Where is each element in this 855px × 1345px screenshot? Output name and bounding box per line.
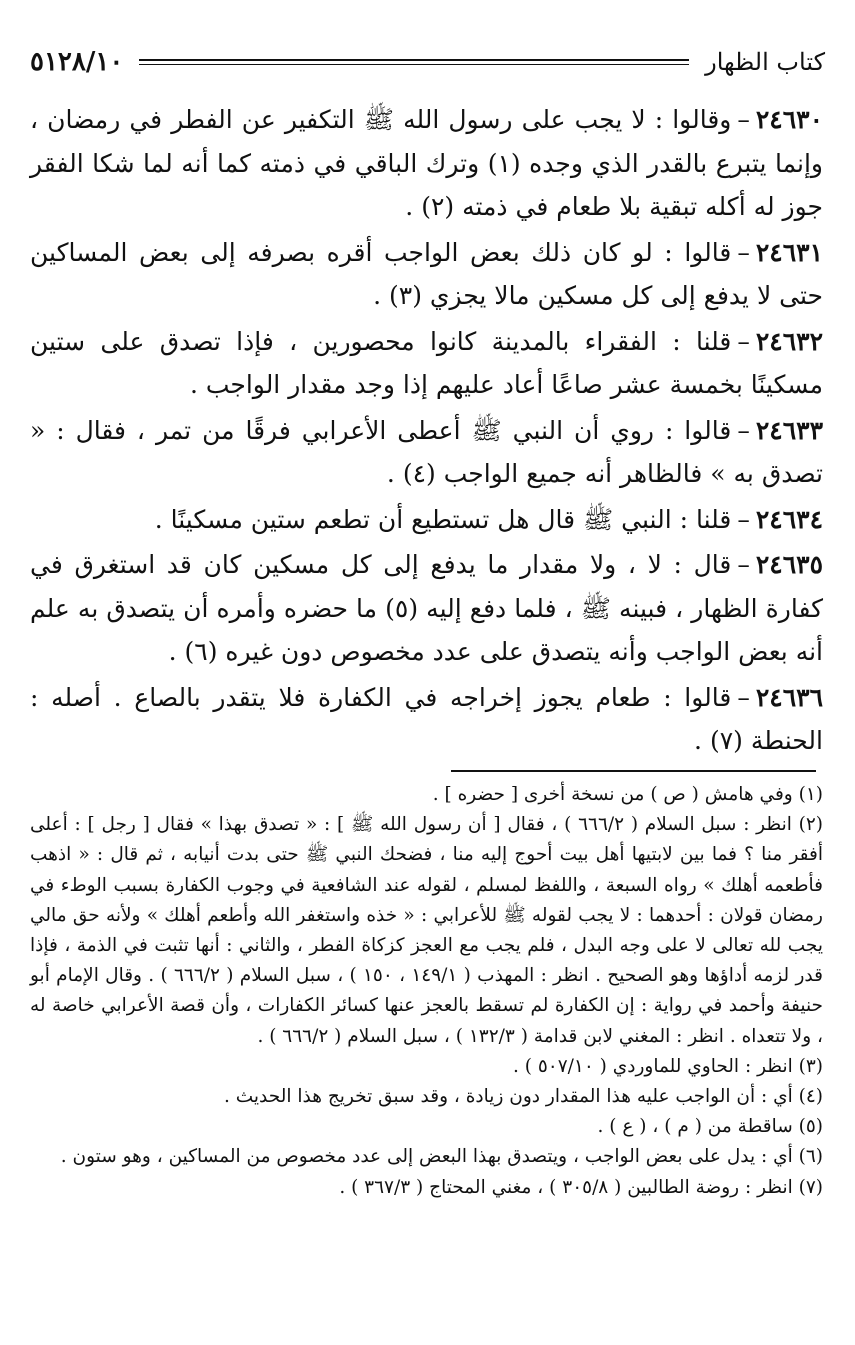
footnote-divider [451,770,816,772]
header-rule [139,59,689,65]
footnote-6: (٦) أي : يدل على بعض الواجب ، ويتصدق بهذا البعض إلى عدد مخصوص من المساكين ، وهو ستون . [60,1146,823,1168]
paragraph-24633: ٢٤٦٣٣–قالوا : روي أن النبي ﷺ أعطى الأعرابي فرقًا من تمر ، فقال : « تصدق به » فالظاهر أنه جميع الواجب (٤) . [30,415,823,488]
paragraph-24635: ٢٤٦٣٥–قال : لا ، ولا مقدار ما يدفع إلى كل مسكين كان قد استغرق في كفارة الظهار ، فبينه ﷺ ، فلما دفع إليه (٥) ما حضره وأمره أن يتصدق به علم أنه بعض الواجب وأنه يتصدق على عدد مخصوص دون غيره (٦) . [30,550,823,666]
running-header [30,40,825,84]
paragraph-text: قالوا : طعام يجوز إخراجه في الكفارة فلا يتقدر بالصاع . أصله : الحنطة (٧) . [30,682,823,755]
paragraph-number: ٢٤٦٣٦ [755,682,823,712]
paragraph-text: قلنا : الفقراء بالمدينة كانوا محصورين ، فإذا تصدق على ستين مسكينًا بخمسة عشر صاعًا أعاد عليهم إذا وجد مقدار الواجب . [30,326,823,399]
paragraph-number: ٢٤٦٣٤ [755,504,823,534]
paragraph-24634: ٢٤٦٣٤–قلنا : النبي ﷺ قال هل تستطيع أن تطعم ستين مسكينًا . [154,504,823,534]
paragraph-number: ٢٤٦٣٥ [755,550,823,579]
footnote-7: (٧) انظر : روضة الطالبين ( ٣٠٥/٨ ) ، مغني المحتاج ( ٣٦٧/٣ ) . [339,1176,823,1198]
footnote-1: (١) وفي هامش ( ص ) من نسخة أخرى [ حضره ] . [432,784,823,805]
footnote-3: (٣) انظر : الحاوي للماوردي ( ٥٠٧/١٠ ) . [512,1055,823,1077]
paragraph-text: قالوا : روي أن النبي ﷺ أعطى الأعرابي فرقًا من تمر ، فقال : « تصدق به » فالظاهر أنه جميع الواجب (٤) . [30,415,823,488]
paragraph-24636: ٢٤٦٣٦–قالوا : طعام يجوز إخراجه في الكفارة فلا يتقدر بالصاع . أصله : الحنطة (٧) . [30,682,823,755]
paragraph-number: ٢٤٦٣١ [755,237,823,267]
footnotes [30,780,823,1203]
paragraph-number: ٢٤٦٣٣ [755,415,823,445]
page-reference: ٥١٢٨/١٠ [30,47,124,77]
paragraph-text: قالوا : لو كان ذلك بعض الواجب أقره بصرفه إلى بعض المساكين حتى لا يدفع إلى كل مسكين مالا يجزي (٣) . [30,237,823,310]
paragraph-text: قال : لا ، ولا مقدار ما يدفع إلى كل مسكين كان قد استغرق في كفارة الظهار ، فبينه ﷺ ، فلما دفع إليه (٥) ما حضره وأمره أن يتصدق به علم أنه بعض الواجب وأنه يتصدق على عدد مخصوص دون غيره (٦) . [30,550,823,666]
footnote-5: (٥) ساقطة من ( م ) ، ( ع ) . [597,1116,823,1138]
paragraph-text: وقالوا : لا يجب على رسول الله ﷺ التكفير عن الفطر في رمضان ، وإنما يتبرع بالقدر الذي وجده (١) وترك الباقي في ذمته كما أنه لما شكا الفقر جوز له أكله تبقية بلا طعام في ذمته (٢) . [30,105,824,221]
footnote-4: (٤) أي : أن الواجب عليه هذا المقدار دون زيادة ، وقد سبق تخريج هذا الحديث . [223,1086,823,1108]
paragraph-number: ٢٤٦٣٠ [755,105,823,134]
chapter-title: كتاب الظهار [705,48,825,76]
paragraph-number: ٢٤٦٣٢ [755,326,823,356]
main-text [30,98,823,765]
footnote-2: (٢) انظر : سبل السلام ( ٦٦٦/٢ ) ، فقال [ أن رسول الله ﷺ ] : « تصدق بهذا » فقال [ رجل ] : أعلى أفقر منا ؟ فما بين لابتيها أهل بيت أحوج إليه منا ، فضحك النبي ﷺ حتى بدت أنيابه ، ثم قال : « اذهب فأطعمه أهلك » رواه السبعة ، واللفظ لمسلم ، لقوله عند الشافعية في وجوب الكفارة بسبب الوطء في رمضان قولان : أحدهما : لا يجب لقوله ﷺ للأعرابي : « خذه واستغفر الله وأطعم أهلك » ولأنه حق مالي يجب لله تعالى لا على وجه البدل ، فلم يجب مع العجز كزكاة الفطر ، والثاني : أنها تثبت في الذمة ، فإذا قدر لزمه أداؤها وهو الصحيح . انظر : المهذب ( ١٤٩/١ ، ١٥٠ ) ، سبل السلام ( ٦٦٦/٢ ) . وقال الإمام أبو حنيفة وأحمد في رواية : إن الكفارة لم تسقط بالعجز عنها كسائر الكفارات ، وأن قصة الأعرابي خاصة له ، ولا تتعداه . انظر : المغني لابن قدامة ( ١٣٢/٣ ) ، سبل السلام ( ٦٦٦/٢ ) . [30,814,823,1047]
paragraph-text: قلنا : النبي ﷺ قال هل تستطيع أن تطعم ستين مسكينًا . [154,504,732,534]
paragraph-24630: ٢٤٦٣٠–وقالوا : لا يجب على رسول الله ﷺ التكفير عن الفطر في رمضان ، وإنما يتبرع بالقدر الذي وجده (١) وترك الباقي في ذمته كما أنه لما شكا الفقر جوز له أكله تبقية بلا طعام في ذمته (٢) . [30,105,824,221]
paragraph-24632: ٢٤٦٣٢–قلنا : الفقراء بالمدينة كانوا محصورين ، فإذا تصدق على ستين مسكينًا بخمسة عشر صاعًا أعاد عليهم إذا وجد مقدار الواجب . [30,326,823,399]
paragraph-24631: ٢٤٦٣١–قالوا : لو كان ذلك بعض الواجب أقره بصرفه إلى بعض المساكين حتى لا يدفع إلى كل مسكين مالا يجزي (٣) . [30,237,823,310]
